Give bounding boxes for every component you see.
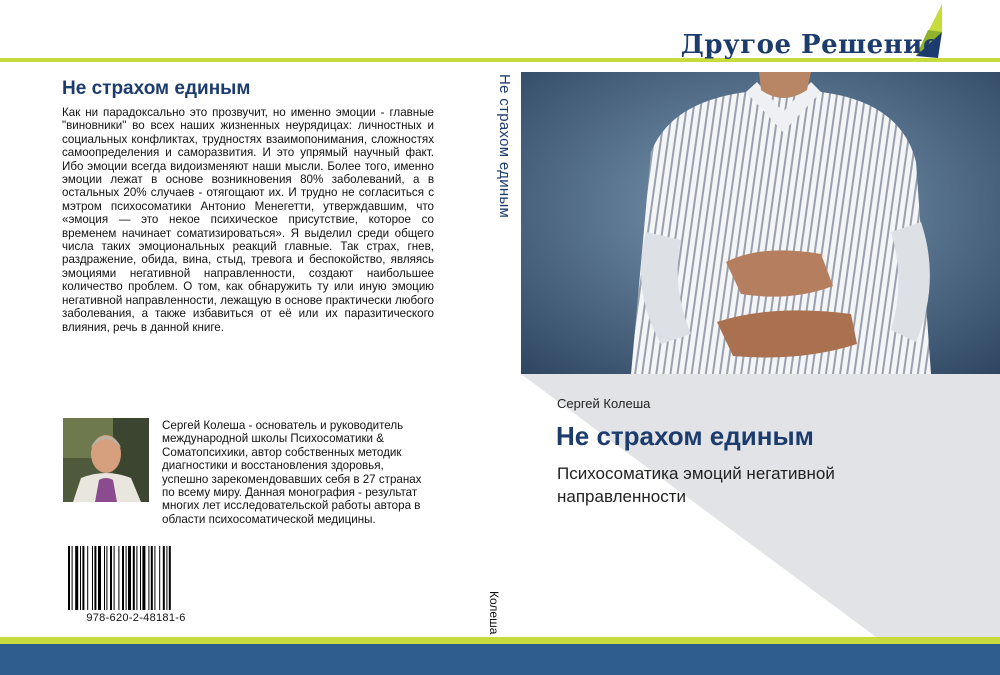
front-cover-subtitle: Психосоматика эмоций негативной направленности [557, 464, 835, 506]
isbn-number: 978-620-2-48181-6 [86, 612, 186, 624]
bottom-accent-band [0, 637, 1000, 644]
author-bio: Сергей Колеша - основатель и руководитель международной школы Психосоматики & Соматопсихики, автор собственных методик диагностики и восстановления здоровья, успешно зарекомендовавших себя в 27 странах по всему миру. Данная монография - результат многих лет исследовательской работы автора в области психосоматической медицины. [162, 419, 422, 526]
front-cover-author: Сергей Колеша [557, 396, 651, 411]
cover-photo [521, 72, 1000, 374]
spine-title: Не страхом единым [496, 74, 513, 219]
publisher-logo: Другое Решение [680, 30, 940, 60]
back-cover-description: Как ни парадоксально это прозвучит, но именно эмоции - главные "виновники" во всех наших жизненных неурядицах: личностных и социальных конфликтах, трудностях взаимопонимания, сложностях самоопределения и саморазвития. И это упрямый научный факт. Ибо эмоции всегда видоизменяют наши мысли. Более того, именно эмоции лежат в основе возникновения 80% заболеваний, а в остальных 20% случаев - отягощают их. И трудно не согласиться с мэтром психосоматики Антонио Менегетти, утверждавшим, что «эмоция — это некое психическое присутствие, которое со временем начинает соматизироваться». Я выделил среди общего числа таких эмоциональных реакций главные. Так страх, гнев, раздражение, обида, вина, стыд, тревога и беспокойство, являясь эмоциями негативной направленности, создают наибольшее количество проблем. О том, как обнаружить ту или иную эмоцию негативной направленности, лежащую в основе практически любого заболевания, а также избавиться от её или их паразитического влияния, речь в данной книге. [62, 106, 434, 334]
bottom-band [0, 644, 1000, 675]
barcode-icon [66, 546, 206, 610]
spine-author: Колеша [487, 591, 501, 635]
back-cover-title: Не страхом единым [62, 78, 251, 99]
author-photo [63, 418, 149, 502]
front-cover-title: Не страхом единым [556, 421, 814, 451]
